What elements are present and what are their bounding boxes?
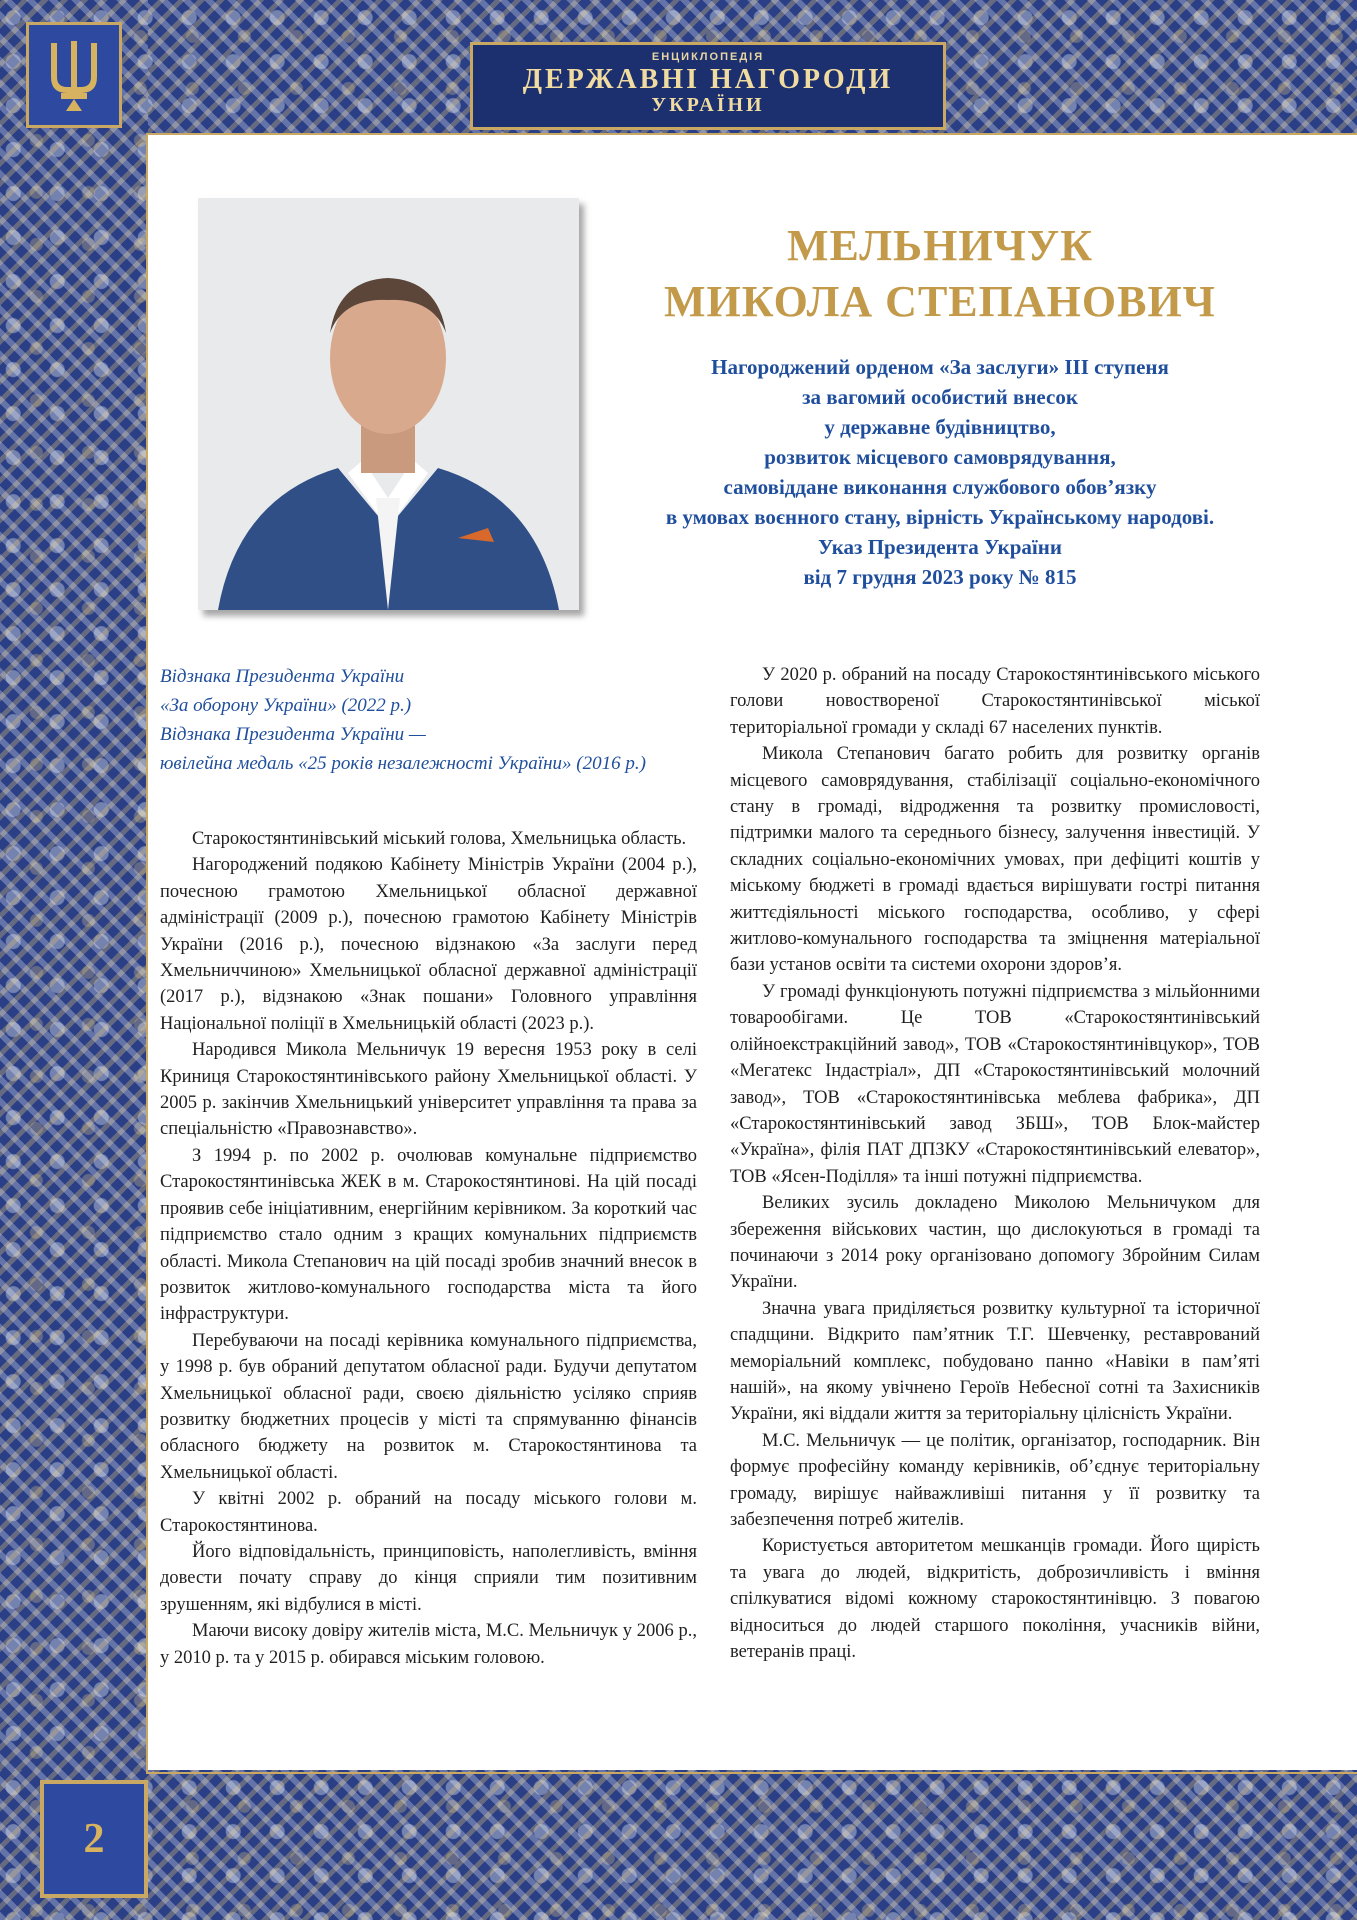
paragraph: У громаді функціонують потужні підприємства з мільйонними товарообігами. Це ТОВ «Старокостянтинівський олійноекстракційний завод», ТОВ «Старокостянтинівцукор», ТОВ «Мегатекс Індастріал», ДП «Старокостянтинівський молочний завод», ТОВ «Старокостянтинівська меблева фабрика», ДП «Старокостянтинівський завод ЗБШ», ТОВ Блок-майстер «Україна», філія ПАТ ДПЗКУ «Старокостянтинівський елеватор», ТОВ «Ясен-Поділля» та інші потужні підприємства. (730, 981, 1260, 1187)
paragraph: Народився Микола Мельничук 19 вересня 1953 року в селі Криниця Старокостянтинівського району Хмельницької області. У 2005 р. закінчив Хмельницький університет управління та права за спеціальністю «Правознавство». (160, 1040, 697, 1140)
person-surname: МЕЛЬНИЧУК (786, 221, 1094, 270)
trident-icon (47, 37, 101, 113)
honor-line: ювілейна медаль «25 років незалежності України» (2016 р.) (160, 753, 646, 774)
page-number-box (40, 1780, 148, 1898)
paragraph: З 1994 р. по 2002 р. очолював комунальне підприємство Старокостянтинівська ЖЕК в м. Старокостянтинові. На цій посаді проявив себе ініціативним, енергійним керівником. За короткий час підприємство стало одним з кращих комунальних підприємств області. Микола Степанович на цій посаді зробив значний внесок в розвиток житлово-комунального господарства міста та його інфраструктури. (160, 1145, 697, 1325)
award-line: у державне будівництво, (824, 415, 1056, 439)
award-line: Нагороджений орденом «За заслуги» ІІІ ступеня (711, 355, 1169, 379)
paragraph: Маючи високу довіру жителів міста, М.С. Мельничук у 2006 р., у 2010 р. та у 2015 р. обирався міським головою. (160, 1621, 697, 1668)
decree-date-line: від 7 грудня 2023 року № 815 (803, 565, 1077, 589)
person-given-names: МИКОЛА СТЕПАНОВИЧ (664, 277, 1216, 326)
paragraph: У 2020 р. обраний на посаду Старокостянтинівського міського голови новоствореної Старокостянтинівської міської територіальної громади у складі 67 населених пунктів. (730, 665, 1260, 738)
banner-subtitle: УКРАЇНИ (651, 94, 765, 116)
banner-small-text: ЕНЦИКЛОПЕДІЯ (651, 51, 765, 63)
paragraph: М.С. Мельничук — це політик, організатор, господарник. Він формує професійну команду керівників, об’єднує територіальну громаду, вирішує найважливіші питання у її розвитку та забезпечення потреб жителів. (730, 1430, 1260, 1530)
paragraph: Значна увага приділяється розвитку культурної та історичної спадщини. Відкрито пам’ятник Т.Г. Шевченку, реставрований меморіальний комплекс, побудовано панно «Навіки в пам’яті нашій», на якому увічнено Героїв Небесної сотні та Захисників України, які віддали життя за територіальну цілісність України. (730, 1298, 1260, 1425)
paragraph: Старокостянтинівський міський голова, Хмельницька область. (192, 829, 687, 849)
paragraph: Його відповідальність, принциповість, наполегливість, вміння довести почату справу до кінця сприяли тим позитивним зрушенням, які відбулися в місті. (160, 1541, 697, 1615)
award-statement (620, 352, 1260, 592)
award-line: самовіддане виконання службового обов’язку (723, 475, 1157, 499)
honor-line: Відзнака Президента України (160, 666, 405, 687)
honors-list (160, 662, 700, 778)
person-name (620, 218, 1260, 330)
honor-line: «За оборону України» (2022 р.) (160, 695, 412, 716)
right-text-column (730, 662, 1260, 1665)
award-line: в умовах воєнного стану, вірність Українському народові. (665, 505, 1215, 529)
paragraph: Великих зусиль докладено Миколою Мельничуком для збереження військових частин, що дислокуються в громаді та починаючи з 2014 року організовано допомогу Збройним Силам України. (730, 1193, 1260, 1293)
bottom-ornament-border (0, 1770, 1357, 1920)
award-line: розвиток місцевого самоврядування, (764, 445, 1116, 469)
paragraph: Нагороджений подякою Кабінету Міністрів України (2004 р.), почесною грамотою Хмельницької обласної державної адміністрації (2009 р.), почесною грамотою Кабінету Міністрів України (2016 р.), почесною відзнакою «За заслуги перед Хмельниччиною» Хмельницької обласної державної адміністрації (2017 р.), відзнакою «Знак пошани» Головного управління Національної поліції в Хмельницькій області (2023 р.). (160, 855, 697, 1034)
page-number: 2 (83, 1816, 105, 1862)
portrait-illustration (198, 198, 579, 610)
honor-line: Відзнака Президента України — (160, 724, 426, 745)
banner-title: ДЕРЖАВНІ НАГОРОДИ (522, 64, 894, 95)
left-ornament-border (0, 0, 148, 1920)
paragraph: Перебуваючи на посаді керівника комунального підприємства, у 1998 р. був обраний депутатом обласної ради. Будучи депутатом Хмельницької обласної ради, своєю діяльністю усіляко сприяв розвитку бюджетних процесів у місті та спрямуванню фінансів обласного бюджету на розвиток м. Старокостянтинова та Хмельницької області. (160, 1330, 697, 1483)
emblem-box (26, 22, 122, 128)
header-banner (470, 42, 946, 130)
paragraph: Микола Степанович багато робить для розвитку органів місцевого самоврядування, стабілізації соціально-економічного стану в громаді, відродження та розвитку промисловості, підтримки малого та середнього бізнесу, залучення інвестицій. У складних соціально-економічних умовах, при дефіциті коштів у міському бюджеті в громаді вдається вирішувати гострі питання життєдіяльності міського господарства, особливо, у сфері житлово-комунального господарства та зміцнення матеріальної бази установ освіти та системи охорони здоров’я. (730, 744, 1260, 976)
award-line: за вагомий особистий внесок (802, 385, 1078, 409)
paragraph: Користується авторитетом мешканців громади. Його щирість та увага до людей, відкритість, доброзичливість і вміння спілкуватися відомі кожному старокостянтинівцю. З повагою відноситься до людей старшого покоління, учасників війни, ветеранів праці. (730, 1536, 1260, 1663)
paragraph: У квітні 2002 р. обраний на посаду міського голови м. Старокостянтинова. (160, 1489, 697, 1536)
portrait-photo (198, 198, 579, 610)
left-text-column (160, 826, 697, 1671)
decree-line: Указ Президента України (818, 535, 1062, 559)
